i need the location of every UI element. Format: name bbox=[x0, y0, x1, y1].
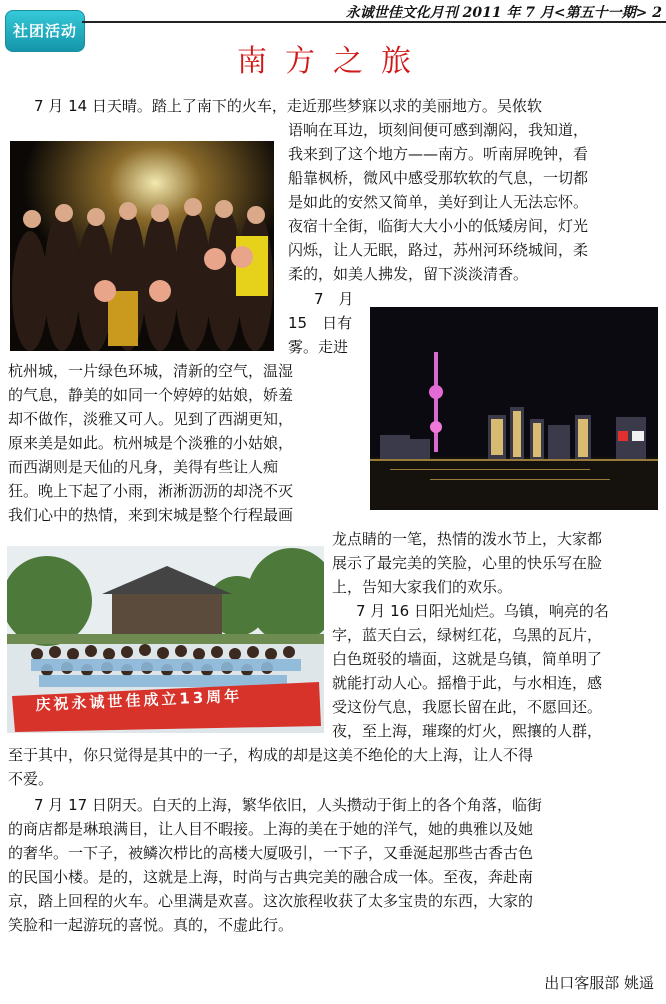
paragraph-line: 至于其中，你只觉得是其中的一子，构成的却是这美不绝伦的大上海，让人不得 bbox=[8, 746, 534, 764]
paragraph-line: 展示了最完美的笑脸，心里的快乐写在脸 bbox=[332, 554, 603, 572]
paragraph-line: 15 日有 bbox=[288, 314, 353, 332]
paragraph-line: 是如此的安然又简单，美好到让人无法忘怀。 bbox=[288, 193, 589, 211]
paragraph-line: 7 月 14 日天晴。踏上了南下的火车，走近那些梦寐以求的美丽地方。吴侬软 bbox=[34, 97, 542, 115]
article-title: 南方之旅 bbox=[237, 44, 429, 79]
paragraph-line: 杭州城，一片绿色环城，清新的空气，温湿 bbox=[8, 362, 294, 380]
paragraph-line: 龙点睛的一笔，热情的泼水节上，大家都 bbox=[332, 530, 603, 548]
paragraph-line: 上，告知大家我们的欢乐。 bbox=[332, 578, 513, 596]
paragraph-line: 的民国小楼。是的，这就是上海，时尚与古典完美的融合成一体。至夜，奔赴南 bbox=[8, 868, 534, 886]
header-divider bbox=[82, 21, 666, 23]
paragraph-line: 的商店都是琳琅满目，让人目不暇接。上海的美在于她的洋气，她的典雅以及她 bbox=[8, 820, 534, 838]
paragraph-line: 字，蓝天白云，绿树红花，乌黑的瓦片， bbox=[332, 626, 603, 644]
paragraph-line: 不爱。 bbox=[8, 770, 54, 788]
photo-banner-text: 庆祝永诚世佳成立13周年 bbox=[35, 686, 243, 714]
paragraph-line: 我们心中的热情，来到宋城是整个行程最画 bbox=[8, 506, 294, 524]
paragraph-line: 我来到了这个地方——南方。听南屏晚钟，看 bbox=[288, 145, 589, 163]
paragraph-line: 狂。晚上下起了小雨，淅淅沥沥的却浇不灭 bbox=[8, 482, 294, 500]
paragraph-line: 7 月 16 日阳光灿烂。乌镇，响亮的名 bbox=[356, 602, 609, 620]
paragraph-line: 的奢华。一下子，被鳞次栉比的高楼大厦吸引，一下子，又垂涎起那些古香古色 bbox=[8, 844, 534, 862]
paragraph-line: 却不做作，淡雅又可人。见到了西湖更知， bbox=[8, 410, 294, 428]
paragraph-line: 7 月 bbox=[314, 290, 354, 308]
paragraph-line: 笑脸和一起游玩的喜悦。真的，不虚此行。 bbox=[8, 916, 294, 934]
author-signature: 出口客服部 姚遥 bbox=[544, 974, 654, 992]
paragraph-line: 就能打动人心。摇橹于此，与水相连，感 bbox=[332, 674, 603, 692]
journal-header: 永诚世佳文化月刊 2011 年 7 月<第五十一期> 2 bbox=[345, 5, 662, 21]
shanghai-night-skyline-photo bbox=[370, 307, 658, 510]
anniversary-group-photo bbox=[7, 546, 324, 733]
paragraph-line: 夜宿十全街，临街大大小小的低矮房间，灯光 bbox=[288, 217, 589, 235]
paragraph-line: 的气息，静美的如同一个婷婷的姑娘，娇羞 bbox=[8, 386, 294, 404]
paragraph-line: 而西湖则是天仙的凡身，美得有些让人痴 bbox=[8, 458, 279, 476]
paragraph-line: 闪烁，让人无眠，路过，苏州河环绕城间，柔 bbox=[288, 241, 589, 259]
paragraph-line: 夜，至上海，璀璨的灯火，熙攘的人群， bbox=[332, 722, 603, 740]
paragraph-line: 船靠枫桥，微风中感受那软软的气息，一切都 bbox=[288, 169, 589, 187]
section-badge-label: 社团活动 bbox=[13, 22, 78, 40]
paragraph-line: 京，踏上回程的火车。心里满是欢喜。这次旅程收获了太多宝贵的东西，大家的 bbox=[8, 892, 534, 910]
paragraph-line: 语响在耳边，顷刻间便可感到潮闷，我知道， bbox=[288, 121, 589, 139]
paragraph-line: 受这份气息，我愿长留在此，不愿回还。 bbox=[332, 698, 603, 716]
night-group-photo bbox=[10, 141, 274, 351]
paragraph-line: 柔的，如美人拂发，留下淡淡清香。 bbox=[288, 265, 529, 283]
paragraph-line: 雾。走进 bbox=[288, 338, 349, 356]
paragraph-line: 原来美是如此。杭州城是个淡雅的小姑娘， bbox=[8, 434, 294, 452]
paragraph-line: 白色斑驳的墙面，这就是乌镇，简单明了 bbox=[332, 650, 603, 668]
paragraph-line: 7 月 17 日阴天。白天的上海，繁华依旧，人头攒动于街上的各个角落，临街 bbox=[34, 796, 542, 814]
